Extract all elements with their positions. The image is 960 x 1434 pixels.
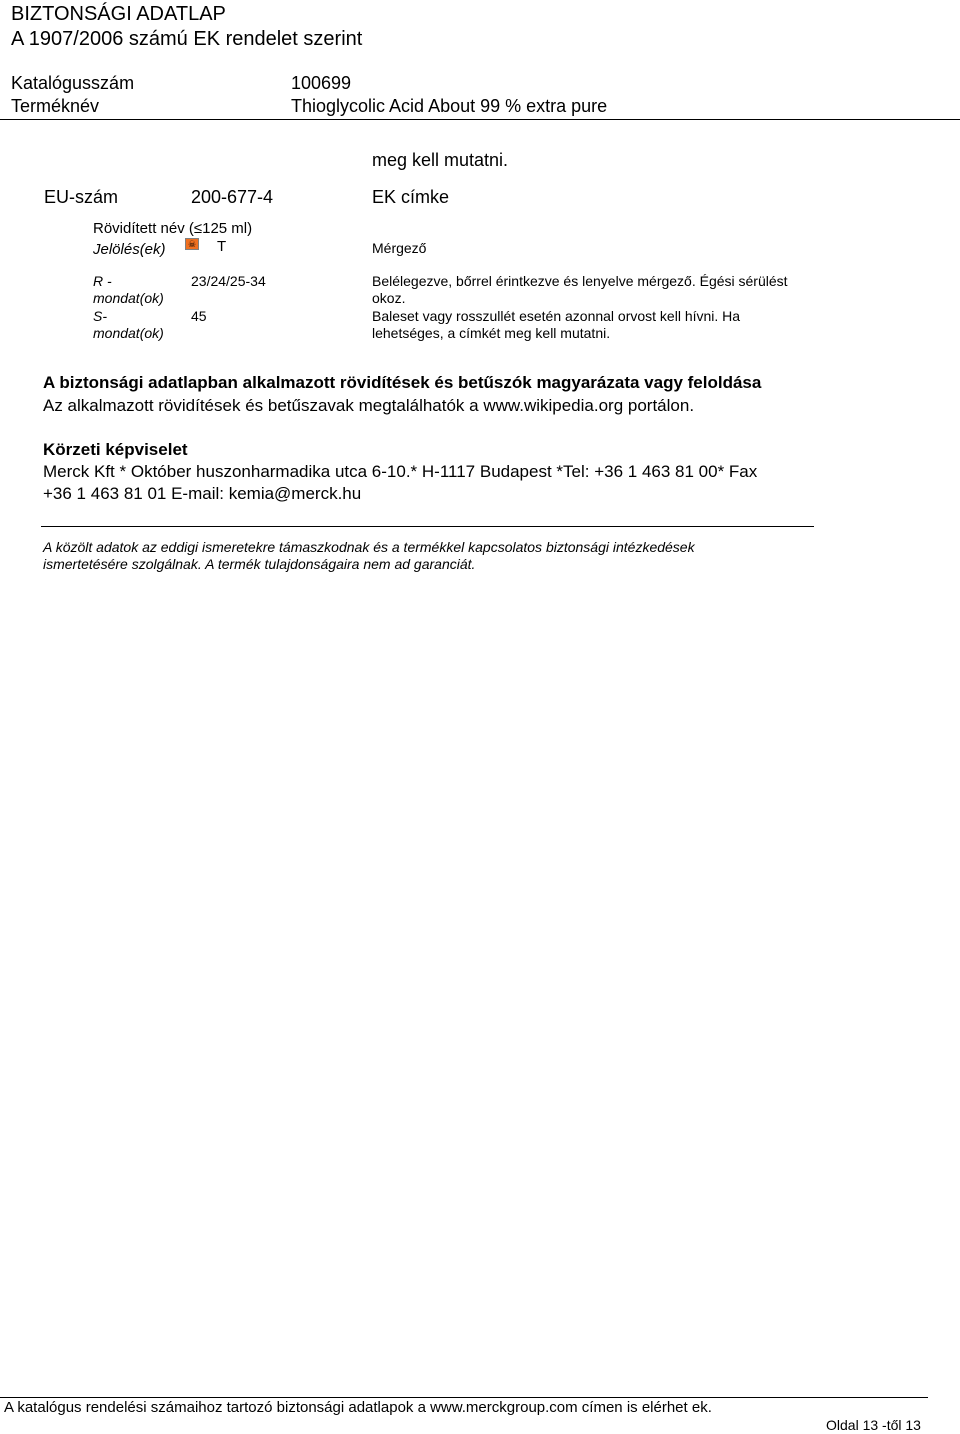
representation-address: Merck Kft * Október huszonharmadika utca 6-10.* H-1117 Budapest *Tel: +36 1 463 81 00* Fax [43, 462, 758, 481]
short-name-label: Rövidített név (≤125 ml) [93, 220, 253, 237]
representation-heading: Körzeti képviselet [43, 440, 188, 459]
r-phrases-value: 23/24/25-34 [191, 273, 266, 289]
continuation-text: meg kell mutatni. [372, 150, 509, 170]
header-divider [0, 119, 960, 120]
hazard-description: Mérgező [372, 240, 427, 256]
disclaimer-divider [41, 526, 814, 527]
document-title: BIZTONSÁGI ADATLAP [11, 3, 226, 25]
disclaimer-line-1: A közölt adatok az eddigi ismeretekre támaszkodnak és a termékkel kapcsolatos biztonsági intézkedések [43, 539, 695, 555]
abbreviations-text: Az alkalmazott rövidítések és betűszavak megtalálhatók a www.wikipedia.org portálon. [43, 396, 695, 415]
designation-label: Jelölés(ek) [93, 241, 166, 258]
r-phrases-label: R - mondat(ok) [93, 273, 164, 306]
product-name-label: Terméknév [11, 96, 100, 116]
catalog-number-value: 100699 [291, 73, 352, 93]
representation-contact: +36 1 463 81 01 E-mail: kemia@merck.hu [43, 484, 362, 503]
r-phrases-text: Belélegezve, bőrrel érintkezve és lenyelve mérgező. Égési sérülést okoz. [372, 273, 788, 306]
s-phrases-value: 45 [191, 308, 207, 324]
footer-note: A katalógus rendelési számaihoz tartozó biztonsági adatlapok a www.merckgroup.com címen is elérhet ek. [4, 1399, 712, 1416]
eu-number-label: EU-szám [44, 187, 119, 207]
product-name-value: Thioglycolic Acid About 99 % extra pure [291, 96, 608, 116]
catalog-number-label: Katalógusszám [11, 73, 135, 93]
s-phrases-text: Baleset vagy rosszullét esetén azonnal orvost kell hívni. Ha lehetséges, a címkét meg kell mutatni. [372, 308, 741, 341]
disclaimer-line-2: ismertetésére szolgálnak. A termék tulajdonságaira nem ad garanciát. [43, 556, 476, 572]
s-phrases-label: S- mondat(ok) [93, 308, 164, 341]
hazard-symbol: T [217, 238, 227, 255]
page-number: Oldal 13 -től 13 [826, 1417, 921, 1433]
ek-label-heading: EK címke [372, 187, 450, 207]
document-subtitle: A 1907/2006 számú EK rendelet szerint [11, 28, 363, 50]
skull-crossbones-icon: ☠ [185, 238, 199, 250]
abbreviations-heading: A biztonsági adatlapban alkalmazott rövidítések és betűszók magyarázata vagy feloldása [43, 373, 762, 392]
eu-number-value: 200-677-4 [191, 187, 274, 207]
